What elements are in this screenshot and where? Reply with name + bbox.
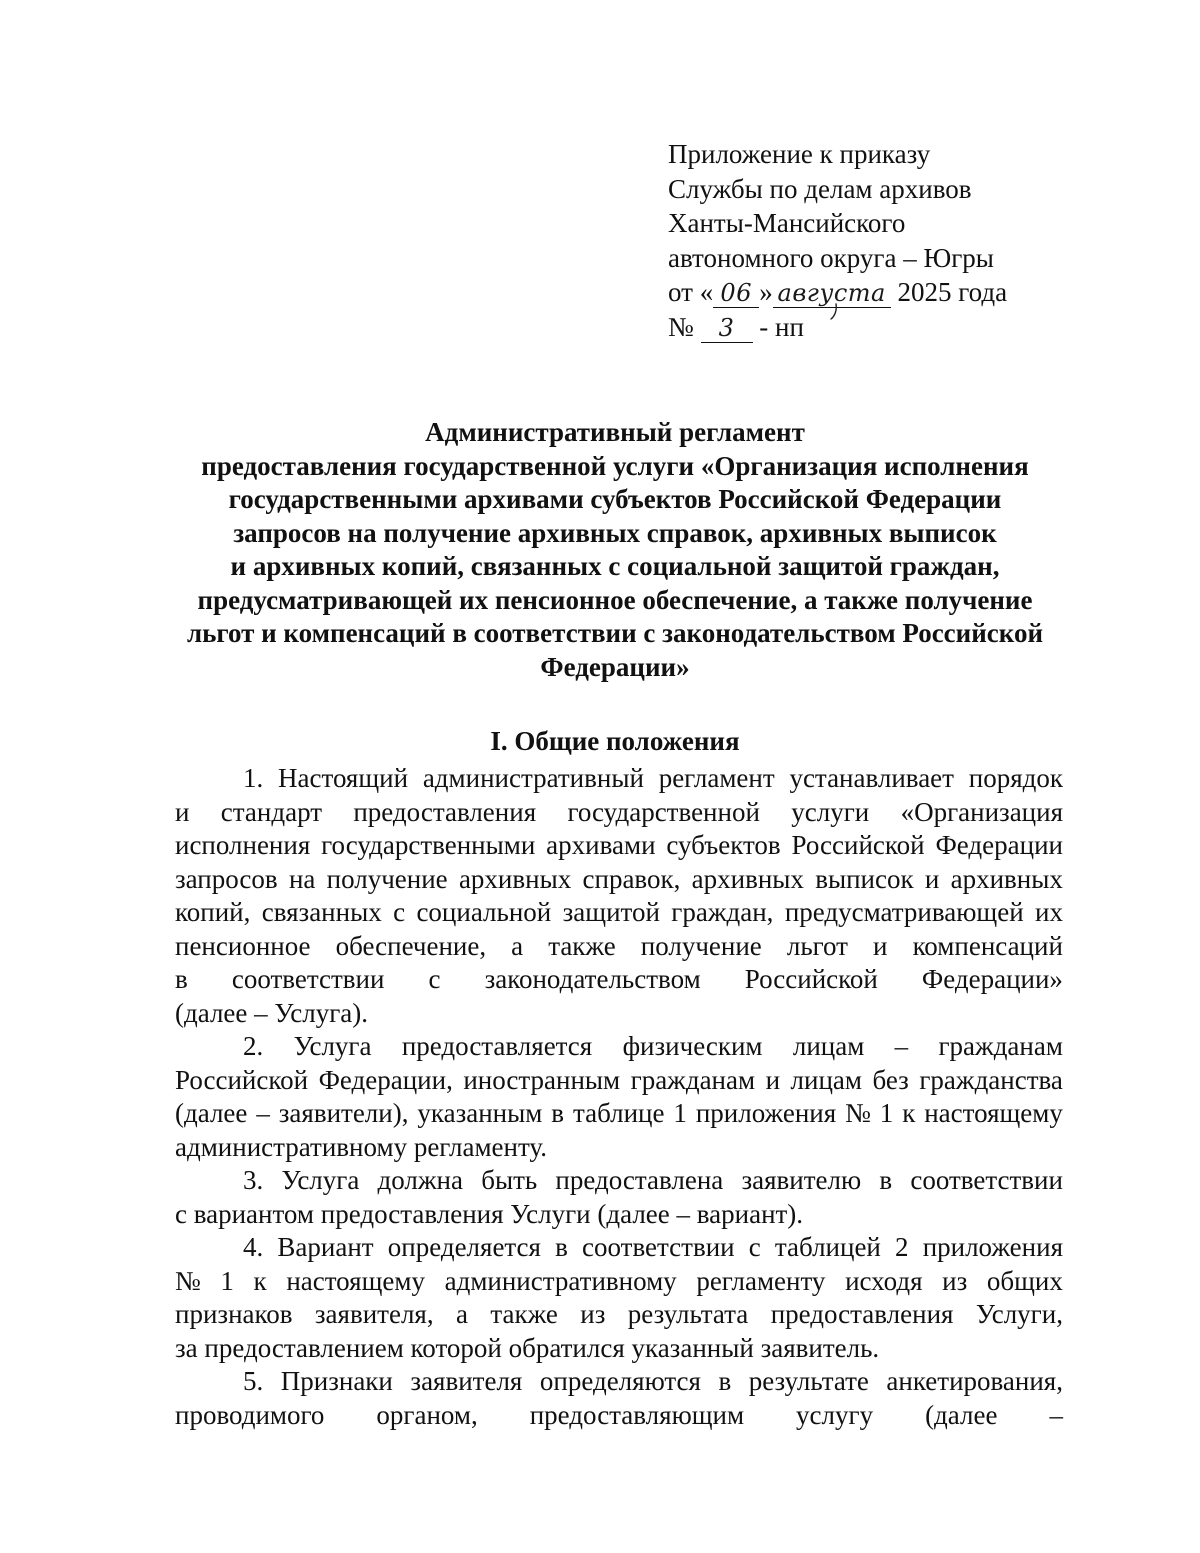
word: Федерации» bbox=[921, 964, 1063, 994]
word: иностранным bbox=[463, 1064, 621, 1095]
word: Признаки bbox=[280, 1366, 393, 1396]
section-heading: I. Общие положения bbox=[490, 726, 740, 756]
word: стандарт bbox=[220, 796, 323, 827]
word: 2. bbox=[243, 1031, 264, 1061]
text-line bbox=[175, 896, 1063, 930]
word: (далее bbox=[925, 1399, 998, 1430]
word: из bbox=[942, 1265, 968, 1296]
word: а bbox=[511, 930, 524, 961]
title-line: запросов на получение архивных справок, архивных выписок bbox=[233, 517, 997, 548]
date-day-field bbox=[713, 278, 759, 308]
word: получение bbox=[640, 930, 762, 961]
word: физическим bbox=[622, 1031, 763, 1061]
word: гражданам bbox=[938, 1031, 1063, 1061]
text-line bbox=[175, 1164, 1063, 1198]
word: предоставления bbox=[770, 1299, 954, 1329]
word: и bbox=[175, 796, 190, 827]
text-line bbox=[175, 963, 1063, 997]
word: и bbox=[924, 863, 940, 894]
text-line bbox=[175, 1231, 1063, 1265]
title-line: Федерации» bbox=[540, 651, 690, 682]
text-line bbox=[175, 930, 1063, 964]
word: соответствии bbox=[910, 1165, 1063, 1195]
word: также bbox=[548, 930, 616, 961]
word: Услуги, bbox=[975, 1299, 1063, 1329]
word: в bbox=[555, 1232, 568, 1262]
word: соответствии bbox=[231, 964, 385, 994]
appendix-line: автономного округа – Югры bbox=[668, 242, 994, 273]
word: (далее bbox=[175, 1098, 248, 1128]
word: государственной bbox=[567, 796, 760, 827]
number-prefix: № bbox=[668, 311, 694, 342]
word: лицам bbox=[792, 1031, 865, 1061]
appendix-block bbox=[668, 137, 1088, 344]
word: законодательством bbox=[484, 964, 701, 994]
word: приложения bbox=[922, 1232, 1063, 1262]
word: предоставляется bbox=[401, 1031, 593, 1061]
word: к bbox=[902, 1098, 916, 1128]
document-title bbox=[150, 416, 1080, 684]
word: таблице bbox=[572, 1098, 665, 1128]
word: заявители), bbox=[278, 1098, 409, 1128]
word: общих bbox=[986, 1265, 1063, 1296]
text-line bbox=[175, 829, 1063, 863]
word: – bbox=[894, 1031, 909, 1061]
word: получение bbox=[326, 863, 448, 894]
paragraph-3 bbox=[175, 1164, 1063, 1231]
word: в bbox=[718, 1366, 732, 1396]
word: 4. bbox=[243, 1232, 264, 1262]
word: и bbox=[765, 1064, 781, 1095]
word: проводимого bbox=[175, 1399, 325, 1430]
word: анкетирования, bbox=[886, 1366, 1063, 1396]
word: результате bbox=[748, 1366, 869, 1396]
appendix-date-line bbox=[668, 275, 1088, 310]
date-prefix: от « bbox=[668, 277, 714, 307]
word: архивных bbox=[691, 863, 804, 894]
word: к bbox=[253, 1265, 267, 1296]
word: архивных bbox=[458, 863, 572, 894]
word: компенсаций bbox=[912, 930, 1063, 961]
word: услуги bbox=[791, 796, 870, 827]
word: заявителя bbox=[410, 1366, 523, 1396]
word: также bbox=[490, 1299, 558, 1329]
number-suffix: - нп bbox=[759, 311, 804, 342]
word: связанных bbox=[261, 897, 382, 927]
word: – bbox=[256, 1098, 270, 1128]
word: приложения bbox=[695, 1098, 837, 1128]
appendix-line: Службы по делам архивов bbox=[668, 173, 972, 204]
word: из bbox=[580, 1299, 606, 1329]
text-line bbox=[175, 796, 1063, 830]
word: льгот bbox=[786, 930, 848, 961]
appendix-line: Приложение к приказу bbox=[668, 139, 931, 169]
word: Услуга bbox=[293, 1031, 372, 1061]
text-line: (далее – Услуга). bbox=[175, 997, 369, 1028]
paragraph-1 bbox=[175, 762, 1063, 1030]
text-line bbox=[175, 1265, 1063, 1299]
word: а bbox=[455, 1299, 468, 1329]
word: – bbox=[1049, 1399, 1063, 1430]
word: с bbox=[428, 964, 441, 994]
word: Российской bbox=[175, 1064, 309, 1095]
word: настоящему bbox=[286, 1265, 425, 1296]
word: субъектов bbox=[666, 830, 781, 860]
text-line: за предоставлением которой обратился указанный заявитель. bbox=[175, 1332, 880, 1363]
word: с bbox=[393, 897, 406, 927]
appendix-number-line bbox=[668, 310, 1088, 345]
word: обеспечение, bbox=[335, 930, 487, 961]
word: защитой bbox=[562, 897, 660, 927]
word: в bbox=[551, 1098, 565, 1128]
word: выписок bbox=[815, 863, 914, 894]
word: без bbox=[872, 1064, 909, 1095]
date-mid: » bbox=[759, 277, 773, 307]
word: Настоящий bbox=[278, 763, 409, 793]
text-line bbox=[175, 1298, 1063, 1332]
word: предоставлена bbox=[555, 1165, 724, 1195]
word: признаков bbox=[175, 1299, 293, 1329]
word: № bbox=[175, 1265, 201, 1296]
word: Вариант bbox=[277, 1232, 374, 1262]
text-line bbox=[175, 1030, 1063, 1064]
title-line: предоставления государственной услуги «Организация исполнения bbox=[201, 450, 1029, 481]
word: регламент bbox=[658, 763, 775, 793]
word: устанавливает bbox=[789, 763, 954, 793]
word: Российской bbox=[791, 830, 925, 860]
word: гражданам bbox=[630, 1064, 756, 1095]
word: справок, bbox=[582, 863, 681, 894]
title-line: Административный регламент bbox=[425, 417, 805, 447]
word: исходя bbox=[845, 1265, 923, 1296]
word: административному bbox=[444, 1265, 677, 1296]
word: заявителю bbox=[741, 1165, 862, 1195]
text-line bbox=[175, 1399, 1063, 1433]
word: 1 bbox=[673, 1098, 687, 1128]
word: соответствии bbox=[582, 1232, 735, 1262]
word: заявителя, bbox=[314, 1299, 434, 1329]
word: предоставления bbox=[353, 796, 537, 827]
text-line: административному регламенту. bbox=[175, 1131, 547, 1162]
word: предоставляющим bbox=[529, 1399, 745, 1430]
word: должна bbox=[377, 1165, 463, 1195]
number-field bbox=[701, 313, 753, 343]
word: административный bbox=[422, 763, 644, 793]
title-line: и архивных копий, связанных с социальной защитой граждан, bbox=[230, 551, 1000, 581]
word: копий, bbox=[175, 897, 251, 927]
word: гражданства bbox=[919, 1064, 1063, 1095]
word: 1. bbox=[243, 763, 264, 793]
appendix-line: Ханты-Мансийского bbox=[668, 208, 906, 238]
word: предусматривающей bbox=[784, 897, 1024, 927]
word: государственными bbox=[321, 830, 536, 860]
word: 1 bbox=[220, 1265, 234, 1296]
text-line: с вариантом предоставления Услуги (далее – вариант). bbox=[175, 1198, 804, 1229]
word: услугу bbox=[796, 1399, 874, 1430]
title-line: льгот и компенсаций в соответствии с законодательством Российской bbox=[186, 618, 1044, 648]
word: быть bbox=[481, 1165, 538, 1195]
word: запросов bbox=[175, 863, 278, 894]
word: их bbox=[1035, 897, 1063, 927]
word: Федерации bbox=[935, 830, 1063, 860]
date-day-handwritten: 06 bbox=[720, 279, 752, 307]
word: в bbox=[879, 1165, 893, 1195]
word: с bbox=[748, 1232, 761, 1262]
title-line: государственными архивами субъектов Российской Федерации bbox=[228, 484, 1002, 514]
word: пенсионное bbox=[175, 930, 311, 961]
word: «Организация bbox=[900, 796, 1063, 827]
word: Российской bbox=[744, 964, 878, 994]
paragraph-2 bbox=[175, 1030, 1063, 1164]
word: в bbox=[175, 964, 188, 994]
text-line bbox=[175, 863, 1063, 897]
document-body bbox=[175, 762, 1063, 1432]
date-year: 2025 года bbox=[897, 277, 1008, 307]
word: и bbox=[873, 930, 888, 961]
word: на bbox=[288, 863, 316, 894]
word: Услуга bbox=[281, 1165, 360, 1195]
word: органом, bbox=[376, 1399, 478, 1430]
word: архивами bbox=[546, 830, 656, 860]
word: № bbox=[845, 1098, 871, 1128]
word: порядок bbox=[968, 763, 1063, 793]
word: регламенту bbox=[696, 1265, 826, 1296]
word: результата bbox=[627, 1299, 749, 1329]
word: определяются bbox=[539, 1366, 701, 1396]
text-line bbox=[175, 762, 1063, 796]
word: исполнения bbox=[175, 830, 311, 860]
word: определяется bbox=[387, 1232, 541, 1262]
word: Федерации, bbox=[318, 1064, 453, 1095]
word: 2 bbox=[895, 1232, 909, 1262]
word: социальной bbox=[416, 897, 552, 927]
word: 1 bbox=[879, 1098, 894, 1128]
word: настоящему bbox=[924, 1098, 1063, 1128]
text-line bbox=[175, 1365, 1063, 1399]
title-line: предусматривающей их пенсионное обеспечение, а также получение bbox=[197, 584, 1033, 615]
paragraph-5 bbox=[175, 1365, 1063, 1432]
handwriting-flourish bbox=[828, 303, 842, 321]
word: архивных bbox=[950, 863, 1063, 894]
word: указанным bbox=[417, 1098, 543, 1128]
paragraph-4 bbox=[175, 1231, 1063, 1365]
date-month-handwritten: августа bbox=[777, 279, 886, 307]
word: лицам bbox=[790, 1064, 862, 1095]
number-handwritten: 3 bbox=[718, 313, 735, 342]
word: 5. bbox=[243, 1366, 264, 1396]
word: граждан, bbox=[671, 897, 774, 927]
word: таблицей bbox=[774, 1232, 881, 1262]
text-line bbox=[175, 1097, 1063, 1131]
text-line bbox=[175, 1064, 1063, 1098]
word: 3. bbox=[243, 1165, 264, 1195]
